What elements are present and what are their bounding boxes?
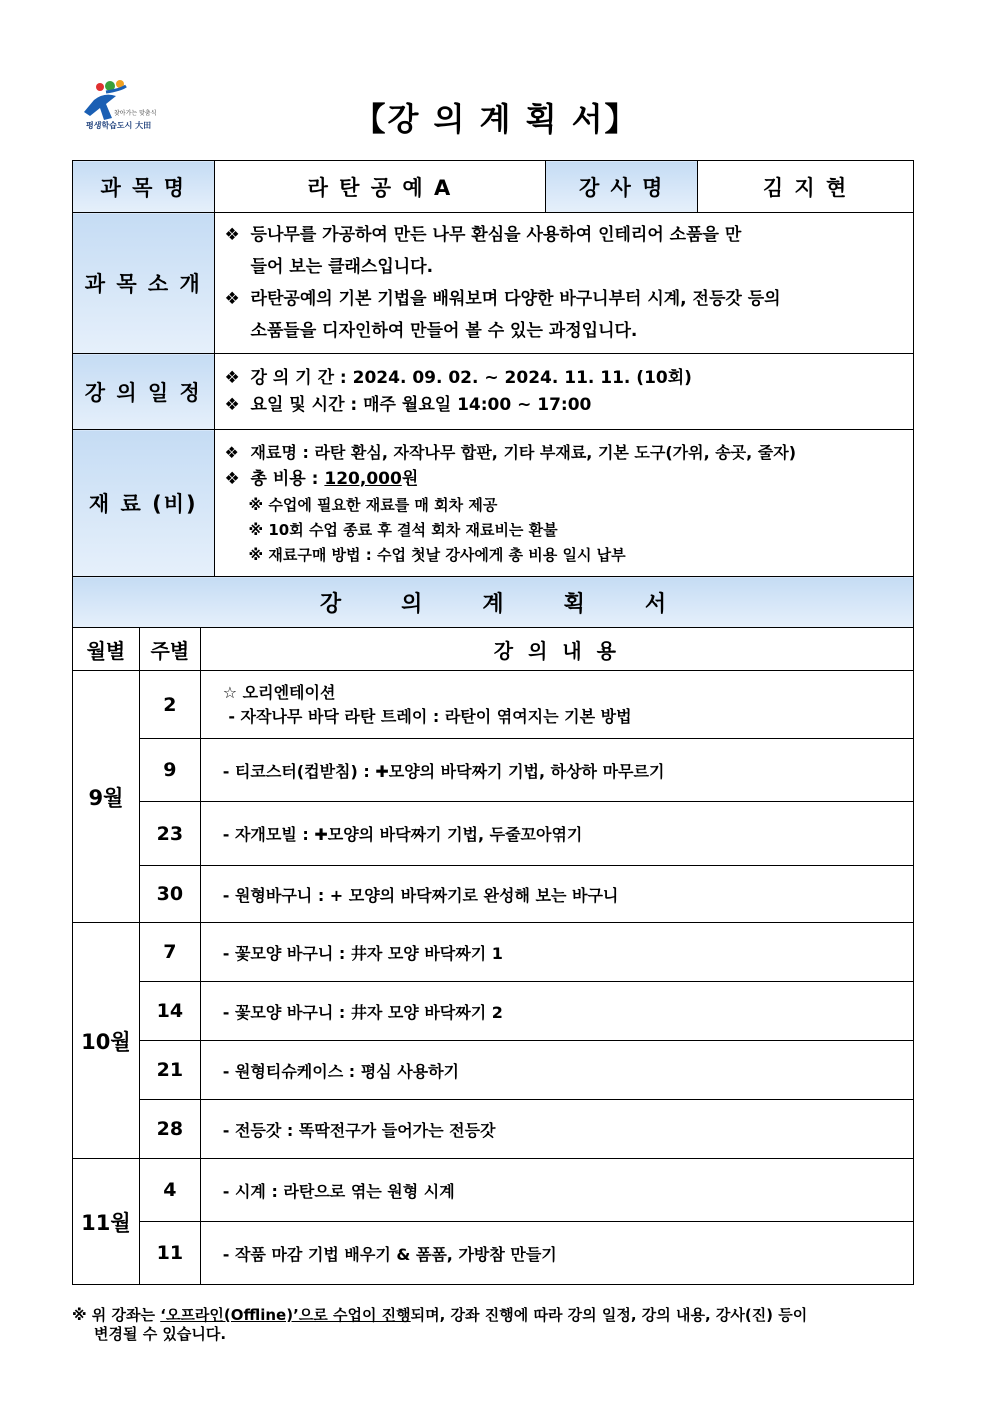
week-cell: 11 (139, 1222, 200, 1285)
materials-content (214, 430, 913, 577)
materials-list: ❖ 재료명 : 라탄 환심, 자작나무 합판, 기타 부재료, 기본 도구(가위, 송곳, 줄자) (215, 439, 913, 466)
materials-note: ※ 수업에 필요한 재료를 매 회차 제공 (248, 495, 498, 514)
plan-table (72, 576, 914, 1285)
week-cell: 4 (139, 1159, 200, 1222)
schedule-time: ❖ 요일 및 시간 : 매주 월요일 14:00 ~ 17:00 (215, 392, 913, 419)
diamond-bullet-icon: ❖ (224, 225, 240, 245)
logo-text: 평생학습도시 大田 (86, 121, 152, 130)
footer-note (72, 1306, 912, 1344)
lesson-content: - 자개모빌 : ✚모양의 바닥짜기 기법, 두줄꼬아엮기 (200, 802, 913, 866)
week-cell: 21 (139, 1041, 200, 1100)
logo-tagline: 찾아가는 맞춤식 (114, 110, 157, 117)
lesson-content: - 꽃모양 바구니 : 井자 모양 바닥짜기 1 (200, 923, 913, 982)
lesson-content: - 티코스터(컵받침) : ✚모양의 바닥짜기 기법, 하상하 마무르기 (200, 739, 913, 802)
cost-amount: 120,000 (324, 468, 402, 489)
intro-line-cont: 소품들을 디자인하여 만들어 볼 수 있는 과정입니다. (250, 321, 638, 341)
lesson-content: - 원형바구니 : + 모양의 바닥짜기로 완성해 보는 바구니 (200, 866, 913, 923)
lesson-content: ☆ 오리엔테이션 - 자작나무 바닥 라탄 트레이 : 라탄이 엮여지는 기본 방법 (200, 671, 913, 739)
instructor-value: 김 지 현 (698, 161, 914, 213)
intro-line: ❖ 라탄공예의 기본 기법을 배워보며 다양한 바구니부터 시계, 전등갓 등의 (215, 283, 913, 315)
col-week-header: 주별 (139, 628, 200, 671)
diamond-bullet-icon: ❖ (224, 394, 240, 415)
materials-note: ※ 재료구매 방법 : 수업 첫날 강사에게 총 비용 일시 납부 (248, 545, 626, 564)
intro-line: ❖ 등나무를 가공하여 만든 나무 환심을 사용하여 인테리어 소품을 만 (215, 219, 913, 251)
week-cell: 14 (139, 982, 200, 1041)
diamond-bullet-icon: ❖ (224, 468, 240, 489)
materials-label: 재 료 (비) (73, 430, 215, 577)
week-cell: 9 (139, 739, 200, 802)
month-cell: 9월 (73, 671, 140, 923)
intro-content (214, 213, 913, 354)
col-month-header: 월별 (73, 628, 140, 671)
materials-note: ※ 10회 수업 종료 후 결석 회차 재료비는 환불 (248, 520, 558, 539)
footer-line-1: ※ 위 강좌는 ‘오프라인(Offline)’으로 수업이 진행되며, 강좌 진행에 따라 강의 일정, 강의 내용, 강사(진) 등이 (72, 1306, 808, 1324)
materials-cost: ❖ 총 비용 : 120,000원 (215, 466, 913, 493)
plan-title: 강 의 계 획 서 (73, 577, 914, 628)
subject-label: 과 목 명 (73, 161, 215, 213)
week-cell: 7 (139, 923, 200, 982)
info-table (72, 160, 914, 577)
diamond-bullet-icon: ❖ (224, 289, 240, 309)
month-cell: 10월 (73, 923, 140, 1159)
intro-label: 과 목 소 개 (73, 213, 215, 354)
schedule-label: 강 의 일 정 (73, 354, 215, 430)
week-cell: 23 (139, 802, 200, 866)
lesson-content: - 꽃모양 바구니 : 井자 모양 바닥짜기 2 (200, 982, 913, 1041)
schedule-content (214, 354, 913, 430)
diamond-bullet-icon: ❖ (224, 367, 240, 388)
schedule-period: ❖ 강 의 기 간 : 2024. 09. 02. ~ 2024. 11. 11. (10회) (215, 365, 913, 392)
page-title: 【강 의 계 획 서】 (353, 100, 639, 138)
footer-underlined: ‘오프라인(Offline)’으로 수업이 진행 (160, 1306, 411, 1324)
lesson-content: - 원형티슈케이스 : 평심 사용하기 (200, 1041, 913, 1100)
intro-line-cont: 들어 보는 클래스입니다. (250, 257, 434, 277)
week-cell: 2 (139, 671, 200, 739)
lesson-content: - 전등갓 : 똑딱전구가 들어가는 전등갓 (200, 1100, 913, 1159)
week-cell: 30 (139, 866, 200, 923)
lesson-content: - 작품 마감 기법 배우기 & 폼폼, 가방참 만들기 (200, 1222, 913, 1285)
month-cell: 11월 (73, 1159, 140, 1285)
week-cell: 28 (139, 1100, 200, 1159)
diamond-bullet-icon: ❖ (224, 442, 239, 462)
subject-value: 라 탄 공 예 A (214, 161, 546, 213)
lesson-content: - 시계 : 라탄으로 엮는 원형 시계 (200, 1159, 913, 1222)
footer-line-2: 변경될 수 있습니다. (94, 1325, 227, 1343)
col-content-header: 강 의 내 용 (200, 628, 913, 671)
instructor-label: 강 사 명 (546, 161, 698, 213)
